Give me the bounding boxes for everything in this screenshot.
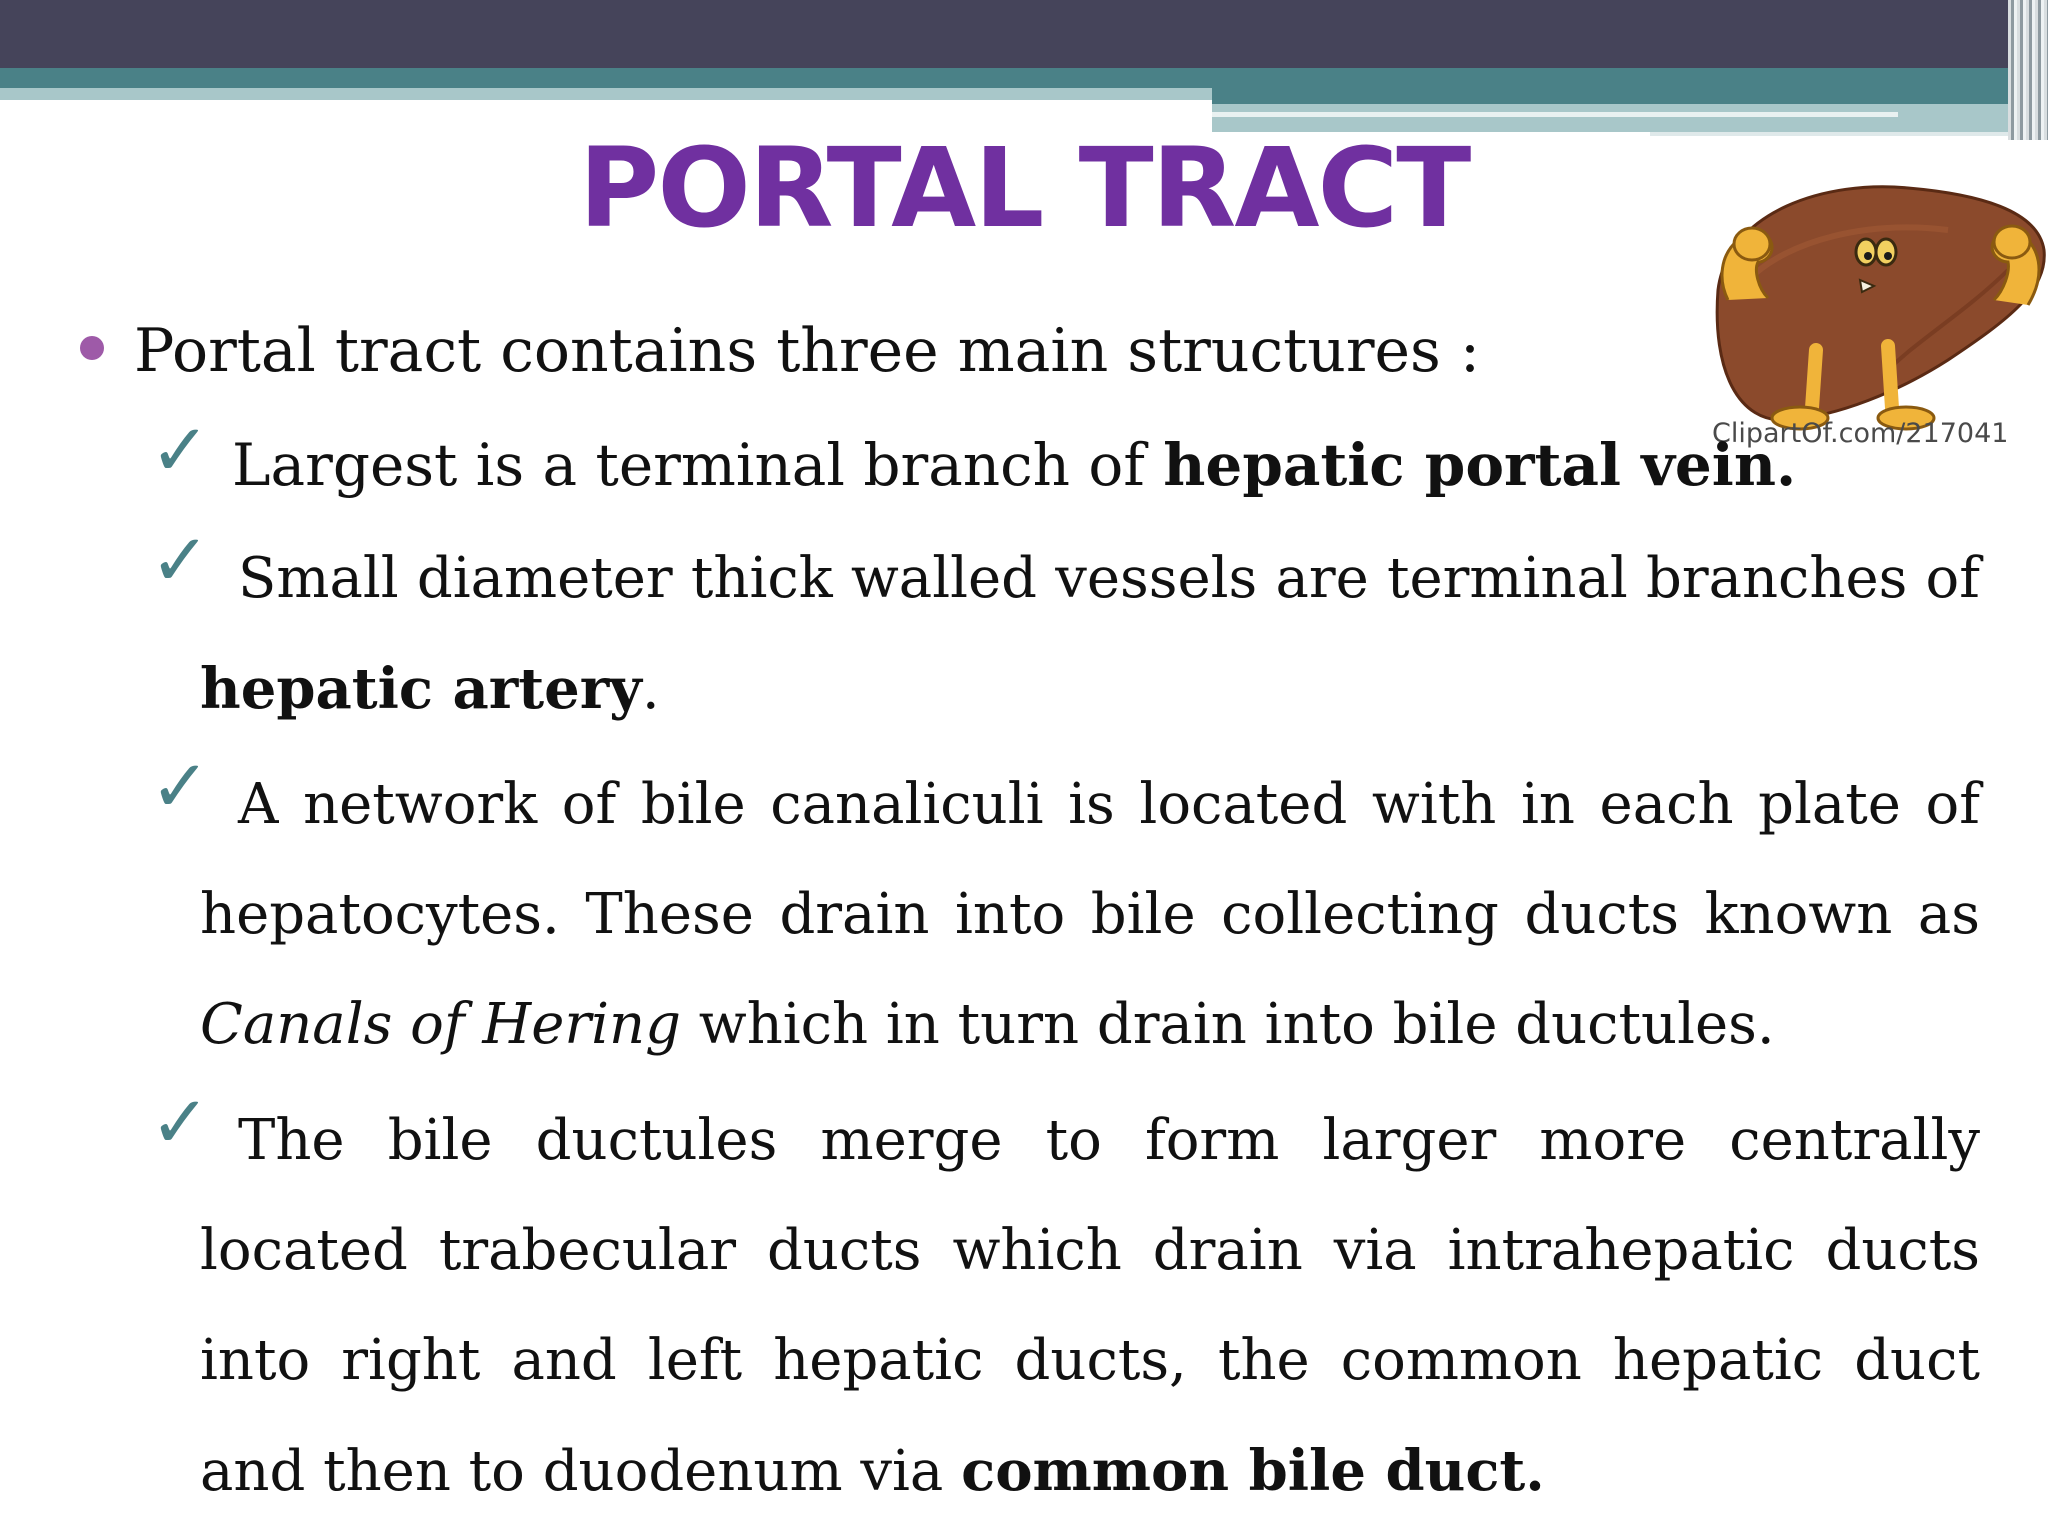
sub-item-4-text: The bile ductules merge to form larger more centrally located trabecular ducts which drain via intrahepatic ducts into right and left hepatic ducts, the common hepatic duct and then to duodenum via [200, 1108, 1980, 1504]
sub-item-2-text: Small diameter thick walled vessels are terminal branches of [238, 546, 1980, 611]
slide-title: PORTAL TRACT [578, 124, 1470, 252]
header-band-light [0, 88, 1212, 100]
sub-item-3 [200, 750, 1980, 1080]
sub-item-3-tail: which in turn drain into bile ductules. [680, 992, 1775, 1057]
clipart-credit: ClipartOf.com/217041 [1712, 418, 2009, 449]
sub-item-3-italic: Canals of Hering [200, 992, 681, 1057]
checkmark-icon: ✓ [150, 744, 211, 828]
sub-item-1-text: Largest is a terminal branch of [232, 431, 1164, 499]
sub-item-1-bold: hepatic portal vein. [1163, 431, 1797, 499]
checkmark-icon: ✓ [150, 1080, 211, 1164]
sub-item-4 [200, 1086, 1980, 1527]
checkmark-icon: ✓ [150, 408, 211, 492]
header-band-teal-right [1212, 88, 2048, 104]
sub-item-4-bold: common bile duct. [961, 1438, 1545, 1504]
checkmark-icon: ✓ [150, 518, 211, 602]
sub-item-2-tail: . [641, 657, 660, 722]
bullet-text: Portal tract contains three main structures : [134, 316, 1481, 386]
header-band-dark [0, 0, 2048, 68]
sub-item-1 [232, 410, 1797, 520]
sub-item-3-text: A network of bile canaliculi is located with in each plate of hepatocytes. These drain into bile collecting ducts known as [200, 772, 1980, 947]
sub-item-2-bold: hepatic artery [200, 656, 642, 722]
header-band-teal [0, 68, 2048, 88]
bullet-dot-icon [80, 336, 104, 360]
header-accent-line [1212, 112, 1898, 117]
sub-item-2 [200, 524, 1980, 745]
